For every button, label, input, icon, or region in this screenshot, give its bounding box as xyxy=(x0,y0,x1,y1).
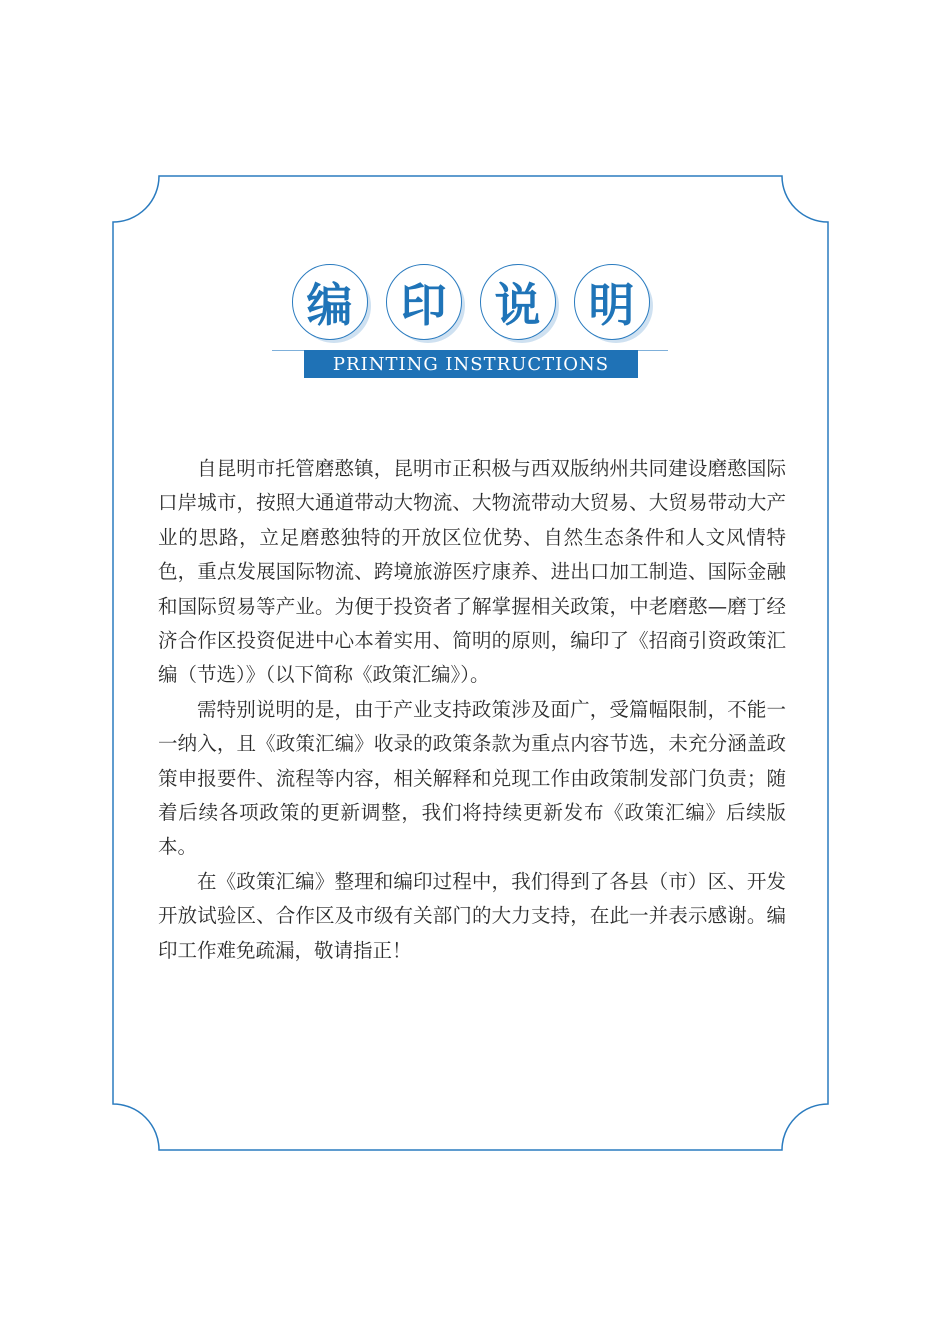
paragraph-2: 需特别说明的是，由于产业支持政策涉及面广，受篇幅限制，不能一一纳入，且《政策汇编》收录的政策条款为重点内容节选，未充分涵盖政策申报要件、流程等内容，相关解释和兑现工作由政策制发部门负责；随着后续各项政策的更新调整，我们将持续更新发布《政策汇编》后续版本。 xyxy=(158,697,786,859)
page-title xyxy=(0,264,941,340)
instructions-body xyxy=(158,452,786,968)
title-char-2: 印 xyxy=(386,264,462,340)
subtitle-banner: PRINTING INSTRUCTIONS xyxy=(304,350,638,378)
paragraph-3: 在《政策汇编》整理和编印过程中，我们得到了各县（市）区、开发开放试验区、合作区及市级有关部门的大力支持，在此一并表示感谢。编印工作难免疏漏，敬请指正！ xyxy=(158,869,786,962)
title-char-3: 说 xyxy=(480,264,556,340)
title-char-4: 明 xyxy=(574,264,650,340)
paragraph-1: 自昆明市托管磨憨镇，昆明市正积极与西双版纳州共同建设磨憨国际口岸城市，按照大通道带动大物流、大物流带动大贸易、大贸易带动大产业的思路，立足磨憨独特的开放区位优势、自然生态条件和人文风情特色，重点发展国际物流、跨境旅游医疗康养、进出口加工制造、国际金融和国际贸易等产业。为便于投资者了解掌握相关政策，中老磨憨—磨丁经济合作区投资促进中心本着实用、简明的原则，编印了《招商引资政策汇编（节选）》（以下简称《政策汇编》）。 xyxy=(158,457,786,687)
title-char-1: 编 xyxy=(292,264,368,340)
